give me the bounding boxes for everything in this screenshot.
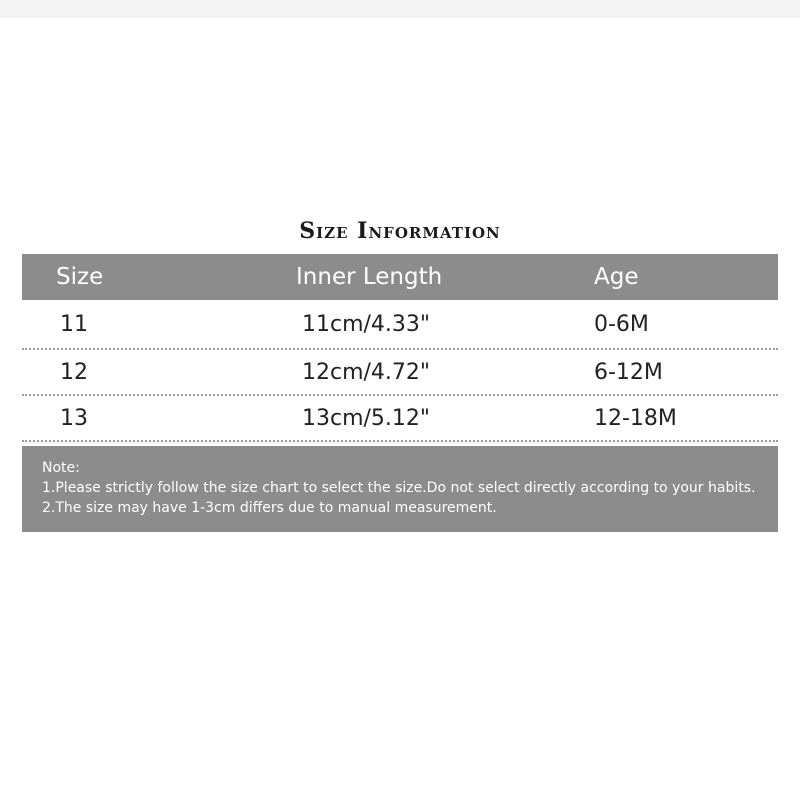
header-inner-length: Inner Length	[296, 264, 443, 290]
note-line: 1.Please strictly follow the size chart to select the size.Do not select directly according to your habits.	[42, 480, 756, 496]
note-heading: Note:	[42, 460, 80, 476]
header-size: Size	[56, 264, 104, 290]
cell-size: 11	[60, 311, 88, 337]
cell-age: 0-6M	[594, 311, 649, 337]
size-table	[22, 254, 778, 442]
page-title: Size Information	[299, 218, 501, 244]
note-line: 2.The size may have 1-3cm differs due to manual measurement.	[42, 500, 497, 516]
header-age: Age	[594, 264, 639, 290]
table-row	[22, 396, 778, 442]
table-header-row	[22, 254, 778, 300]
cell-inner-length: 13cm/5.12"	[302, 405, 431, 431]
cell-age: 12-18M	[594, 405, 677, 431]
table-row	[22, 300, 778, 350]
note-box	[22, 446, 778, 532]
cell-age: 6-12M	[594, 359, 663, 385]
top-strip	[0, 0, 800, 18]
cell-inner-length: 11cm/4.33"	[302, 311, 431, 337]
table-row	[22, 350, 778, 396]
cell-size: 12	[60, 359, 88, 385]
cell-size: 13	[60, 405, 88, 431]
cell-inner-length: 12cm/4.72"	[302, 359, 431, 385]
